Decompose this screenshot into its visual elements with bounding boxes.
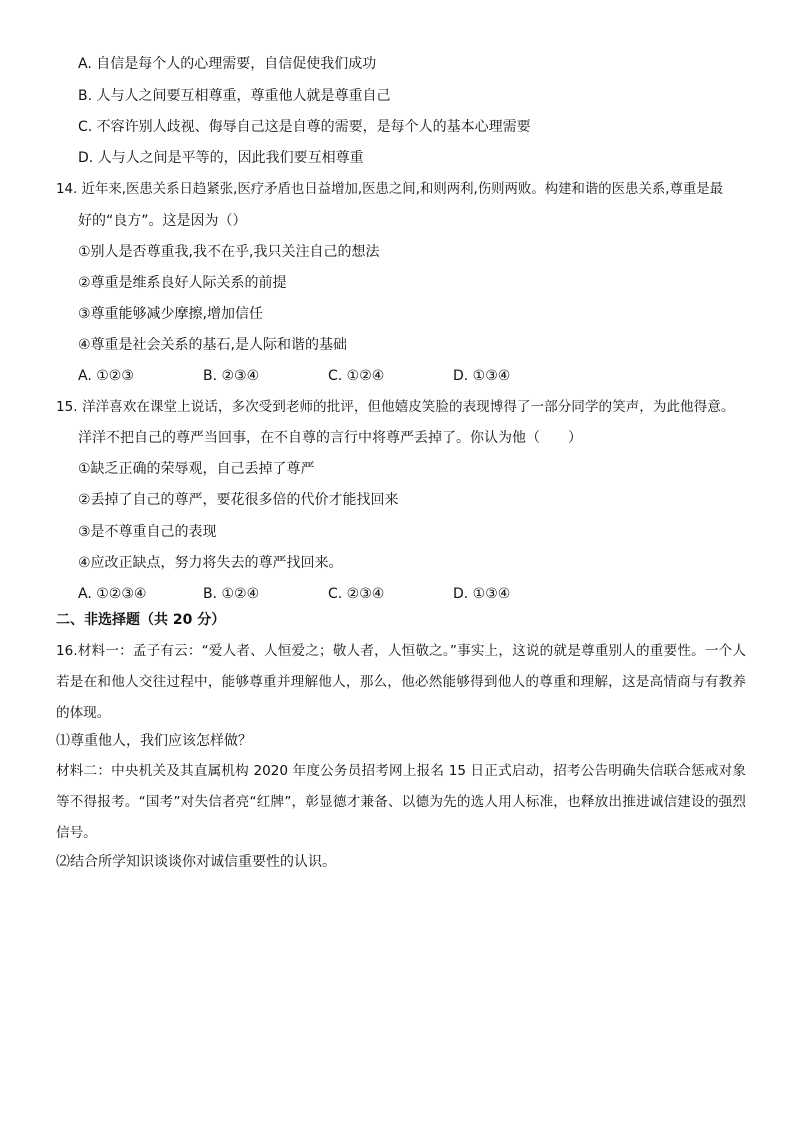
q14-statement-1: ①别人是否尊重我,我不在乎,我只关注自己的想法 — [78, 244, 380, 260]
q14-statement-4: ④尊重是社会关系的基石,是人际和谐的基础 — [78, 337, 347, 353]
q15-choice-d: D. ①③④ — [453, 586, 511, 602]
q15-choice-b: B. ①②④ — [203, 586, 260, 602]
q14-statement-2: ②尊重是维系良好人际关系的前提 — [78, 275, 287, 291]
q15-choices — [0, 584, 793, 604]
section-title: 二、非选择题（共 20 分） — [56, 612, 226, 628]
q15-statement-1: ①缺乏正确的荣辱观，自己丢掉了尊严 — [78, 461, 315, 477]
q15-statement-4: ④应改正缺点，努力将失去的尊严找回来。 — [78, 555, 343, 571]
q14-stem-line2: 好的“良方”。这是因为（） — [78, 213, 247, 229]
q14-stem-line1: 14. 近年来,医患关系日趋紧张,医疗矛盾也日益增加,医患之间,和则两利,伤则两败。构建和谐的医患关系,尊重是最 — [56, 182, 724, 197]
q14-choice-c: C. ①②④ — [328, 368, 385, 384]
q13-option-a: A. 自信是每个人的心理需要，自信促使我们成功 — [78, 56, 377, 72]
q13-option-b: B. 人与人之间要互相尊重，尊重他人就是尊重自己 — [78, 88, 391, 104]
q14-statement-3: ③尊重能够减少摩擦,增加信任 — [78, 306, 264, 322]
q16-question1: ⑴尊重他人，我们应该怎样做？ — [56, 733, 252, 749]
q14-choice-d: D. ①③④ — [453, 368, 511, 384]
q15-choice-a: A. ①②③④ — [78, 586, 147, 602]
q13-option-c: C. 不容许别人歧视、侮辱自己这是自尊的需要，是每个人的基本心理需要 — [78, 119, 531, 135]
q16-material2: 材料二：中央机关及其直属机构 2020 年度公务员招考网上报名 15 日正式启动，招考公告明确失信联合惩戒对象等不得报考。“国考”对失信者亮“红牌”，彰显德才兼备、以德为先的选人用人标准，也释放出推进诚信建设的强烈信号。 — [56, 763, 746, 841]
q15-stem-line1: 15. 洋洋喜欢在课堂上说话，多次受到老师的批评，但他嬉皮笑脸的表现博得了一部分同学的笑声，为此他得意。 — [56, 399, 735, 415]
q16-question2: ⑵结合所学知识谈谈你对诚信重要性的认识。 — [56, 854, 336, 870]
q15-statement-3: ③是不尊重自己的表现 — [78, 524, 217, 540]
q13-option-d: D. 人与人之间是平等的，因此我们要互相尊重 — [78, 150, 364, 166]
q15-stem-line2: 洋洋不把自己的尊严当回事，在不自尊的言行中将尊严丢掉了。你认为他（ ） — [78, 430, 582, 446]
q16-material1: 16.材料一：孟子有云：“爱人者、人恒爱之；敬人者，人恒敬之。”事实上，这说的就是尊重别人的重要性。一个人若是在和他人交往过程中，能够尊重并理解他人，那么，他必然能够得到他人的尊重和理解，这是高情商与有教养的体现。 — [56, 643, 746, 721]
q14-choice-b: B. ②③④ — [203, 368, 260, 384]
q15-choice-c: C. ②③④ — [328, 586, 385, 602]
q15-statement-2: ②丢掉了自己的尊严，要花很多倍的代价才能找回来 — [78, 492, 399, 508]
q14-choices — [0, 366, 793, 386]
q14-choice-a: A. ①②③ — [78, 368, 134, 384]
